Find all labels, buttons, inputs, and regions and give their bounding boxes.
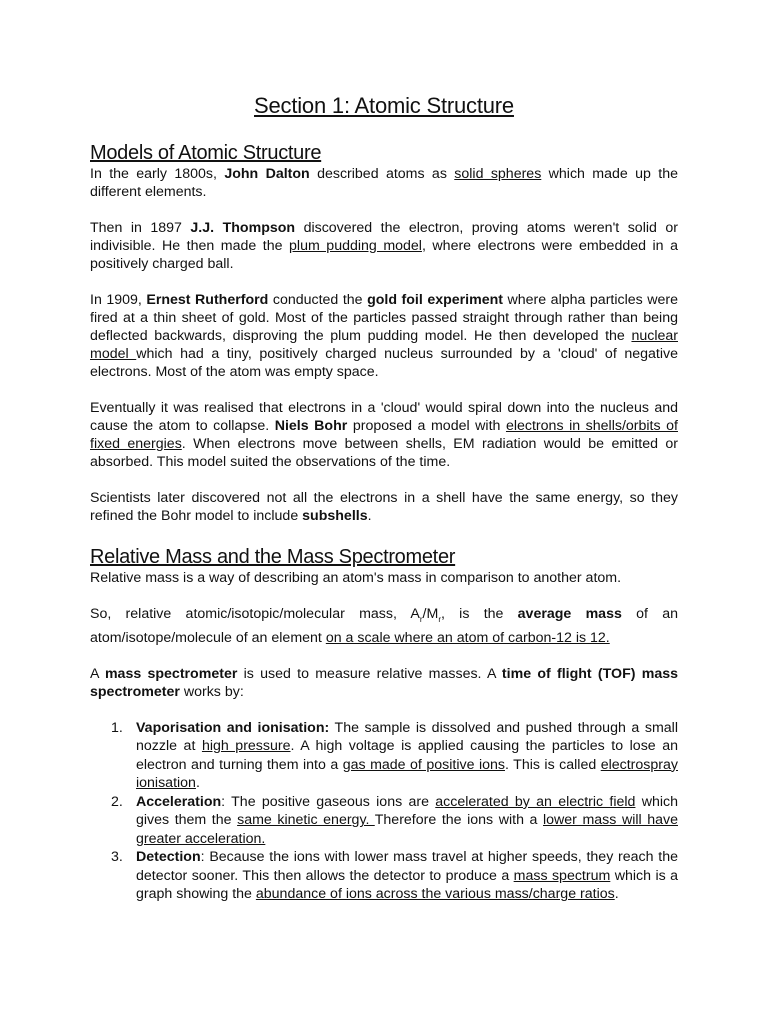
- section-heading-mass-spectrometer: Relative Mass and the Mass Spectrometer: [90, 546, 456, 568]
- paragraph-relative-mass: Relative mass is a way of describing an atom's mass in comparison to another atom.: [90, 570, 622, 586]
- name-john-dalton: John Dalton: [224, 166, 310, 182]
- paragraph-ar-mr: So, relative atomic/isotopic/molecular mass, $A_r/M_r$, is the average mass of an atom/isotope/molecule of an element on a scale where an atom of carbon-12 is 12.: [90, 606, 678, 646]
- list-item: 3. Detection: Because the ions with lower mass travel at higher speeds, they reach the detector sooner. This then allows the detector to produce a mass spectrum which is a graph showing the abundance of ions across the various mass/charge ratios.: [111, 849, 679, 903]
- list-item: 1. Vaporisation and ionisation: The sample is dissolved and pushed through a small nozzle at high pressure. A high voltage is applied causing the particles to lose an electron and turning them into a gas made of positive ions. This is called electrospray ionisation.: [111, 719, 678, 792]
- paragraph-tof-intro: A mass spectrometer is used to measure relative masses. A time of flight (TOF) mass spectrometer works by:: [90, 665, 678, 700]
- page-title: Section 1: Atomic Structure: [254, 93, 514, 118]
- document-body: [90, 141, 678, 904]
- name-jj-thompson: J.J. Thompson: [190, 220, 296, 236]
- name-ernest-rutherford: Ernest Rutherford: [146, 292, 269, 308]
- section-heading-models: Models of Atomic Structure: [90, 142, 322, 164]
- paragraph-thompson: Then in 1897 J.J. Thompson discovered the electron, proving atoms weren't solid or indivisible. He then made the plum pudding model, where electrons were embedded in a positively charged ball.: [90, 220, 678, 272]
- tof-steps-list: [90, 719, 678, 904]
- paragraph-bohr: Eventually it was realised that electrons in a 'cloud' would spiral down into the nucleus and cause the atom to collapse. Niels Bohr proposed a model with electrons in shells/orbits of fixed energies. When electrons move between shells, EM radiation would be emitted or absorbed. This model suited the observations of the time.: [90, 400, 678, 470]
- name-niels-bohr: Niels Bohr: [274, 418, 348, 434]
- list-item: 2. Acceleration: The positive gaseous ions are accelerated by an electric field which gives them the same kinetic energy. Therefore the ions with a lower mass will have greater acceleration.: [111, 793, 678, 847]
- paragraph-rutherford: In 1909, Ernest Rutherford conducted the gold foil experiment where alpha particles were fired at a thin sheet of gold. Most of the particles passed straight through rather than being deflected backwards, disproving the plum pudding model. He then developed the nuclear model which had a tiny, positively charged nucleus surrounded by a 'cloud' of negative electrons. Most of the atom was empty space.: [90, 292, 678, 380]
- paragraph-subshells: Scientists later discovered not all the electrons in a shell have the same energy, so they refined the Bohr model to include subshells.: [90, 490, 678, 524]
- paragraph-dalton: In the early 1800s, John Dalton described atoms as solid spheres which made up the different elements.: [90, 166, 678, 200]
